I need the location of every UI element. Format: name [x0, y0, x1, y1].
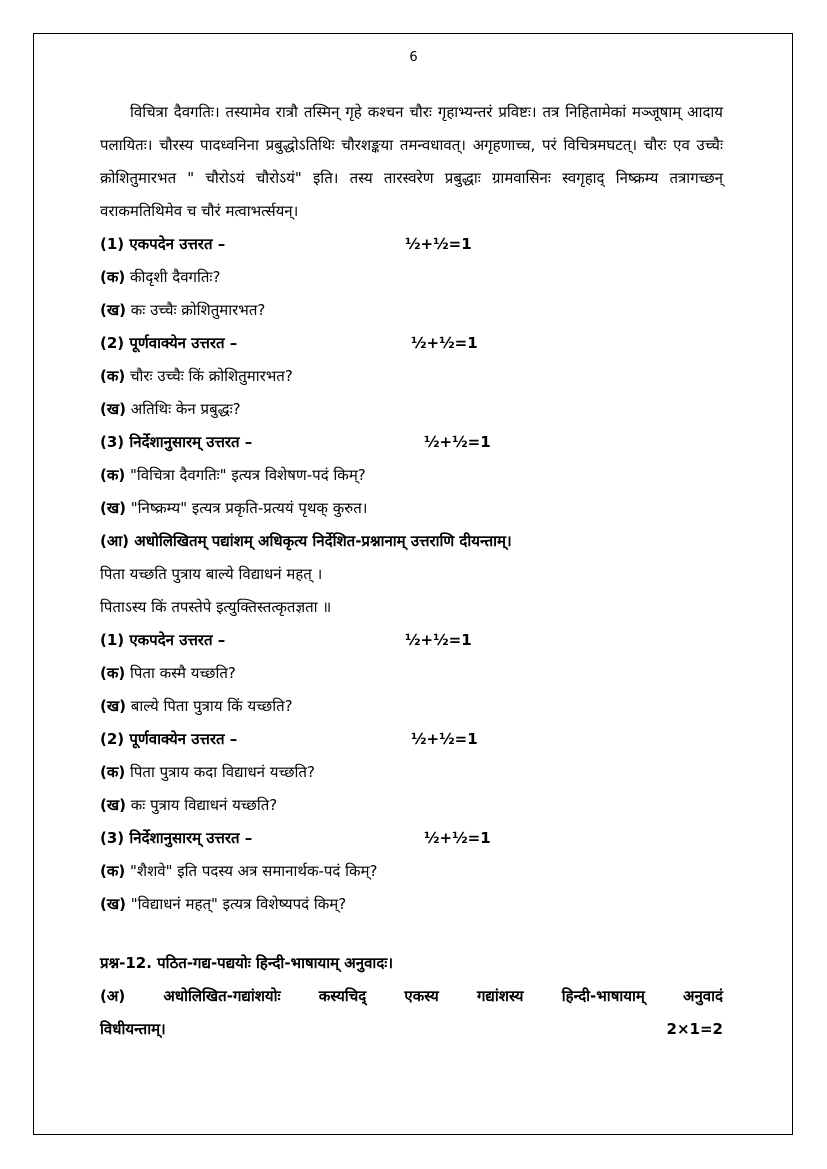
- question-item: (ख) बाल्ये पिता पुत्राय किं यच्छति?: [100, 697, 293, 715]
- marks: ½+½=1: [405, 235, 472, 253]
- verse-line: पिताऽस्य किं तपस्तेपे इत्युक्तिस्तत्कृतज्ञता ॥: [100, 598, 332, 616]
- verse-line: पिता यच्छति पुत्राय बाल्ये विद्याधनं महत् ।: [100, 565, 323, 583]
- question-item: (क) "विचित्रा दैवगतिः" इत्यत्र विशेषण-पदं किम्?: [100, 466, 366, 484]
- question-12-subheading-cont: विधीयन्ताम्। 2×1=2: [100, 1013, 723, 1046]
- question-item: (क) पिता कस्मै यच्छति?: [100, 664, 236, 682]
- question-heading: (3) निर्देशानुसारम् उत्तरत – ½+½=1: [100, 426, 723, 459]
- section-heading: (आ) अधोलिखितम् पद्यांशम् अधिकृत्य निर्देशित-प्रश्नानाम् उत्तराणि दीयन्ताम्।: [100, 532, 512, 550]
- question-item: (क) "शैशवे" इति पदस्य अत्र समानार्थक-पदं किम्?: [100, 862, 378, 880]
- question-item: (ख) कः उच्चैः क्रोशितुमारभत?: [100, 301, 266, 319]
- marks: ½+½=1: [411, 334, 478, 352]
- question-12-subheading: (अ) अधोलिखित-गद्यांशयोः कस्यचिद् एकस्य गद्यांशस्य हिन्दी-भाषायाम् अनुवादं: [100, 987, 723, 1005]
- page-number: 6: [409, 50, 418, 65]
- question-item: (ख) अतिथिः केन प्रबुद्धः?: [100, 400, 241, 418]
- question-12-heading: प्रश्न-12. पठित-गद्य-पद्ययोः हिन्दी-भाषायाम् अनुवादः।: [100, 954, 393, 972]
- question-item: (ख) कः पुत्राय विद्याधनं यच्छति?: [100, 796, 278, 814]
- question-heading: (3) निर्देशानुसारम् उत्तरत – ½+½=1: [100, 822, 723, 855]
- question-heading: (1) एकपदेन उत्तरत – ½+½=1: [100, 624, 723, 657]
- document-body: [100, 96, 723, 1046]
- question-item: (क) चौरः उच्चैः किं क्रोशितुमारभत?: [100, 367, 293, 385]
- marks: ½+½=1: [405, 631, 472, 649]
- question-heading: (2) पूर्णवाक्येन उत्तरत – ½+½=1: [100, 723, 723, 756]
- question-item: (क) कीदृशी दैवगतिः?: [100, 268, 221, 286]
- prose-passage: विचित्रा दैवगतिः। तस्यामेव रात्रौ तस्मिन् गृहे कश्चन चौरः गृहाभ्यन्तरं प्रविष्टः। तत्र निहितामेकां मञ्जूषाम् आदाय पलायितः। चौरस्य पादध्वनिना प्रबुद्धोऽतिथिः चौरशङ्कया तमन्वधावत्। अगृहणाच्च, परं विचित्रमघटत्। चौरः एव उच्चैः क्रोशितुमारभत " चौरोऽयं चौरोऽयं" इति। तस्य तारस्वरेण प्रबुद्धाः ग्रामवासिनः स्वगृहाद् निष्क्रम्य तत्रागच्छन् वराकमतिथिमेव च चौरं मत्वाभर्त्सयन्।: [100, 103, 723, 220]
- question-item: (ख) "विद्याधनं महत्" इत्यत्र विशेष्यपदं किम्?: [100, 895, 347, 913]
- marks: ½+½=1: [424, 433, 491, 451]
- question-heading: (2) पूर्णवाक्येन उत्तरत – ½+½=1: [100, 327, 723, 360]
- marks: 2×1=2: [666, 1020, 723, 1038]
- question-item: (ख) "निष्क्रम्य" इत्यत्र प्रकृति-प्रत्ययं पृथक् कुरुत।: [100, 499, 368, 517]
- question-item: (क) पिता पुत्राय कदा विद्याधनं यच्छति?: [100, 763, 315, 781]
- question-heading: (1) एकपदेन उत्तरत – ½+½=1: [100, 228, 723, 261]
- marks: ½+½=1: [411, 730, 478, 748]
- marks: ½+½=1: [424, 829, 491, 847]
